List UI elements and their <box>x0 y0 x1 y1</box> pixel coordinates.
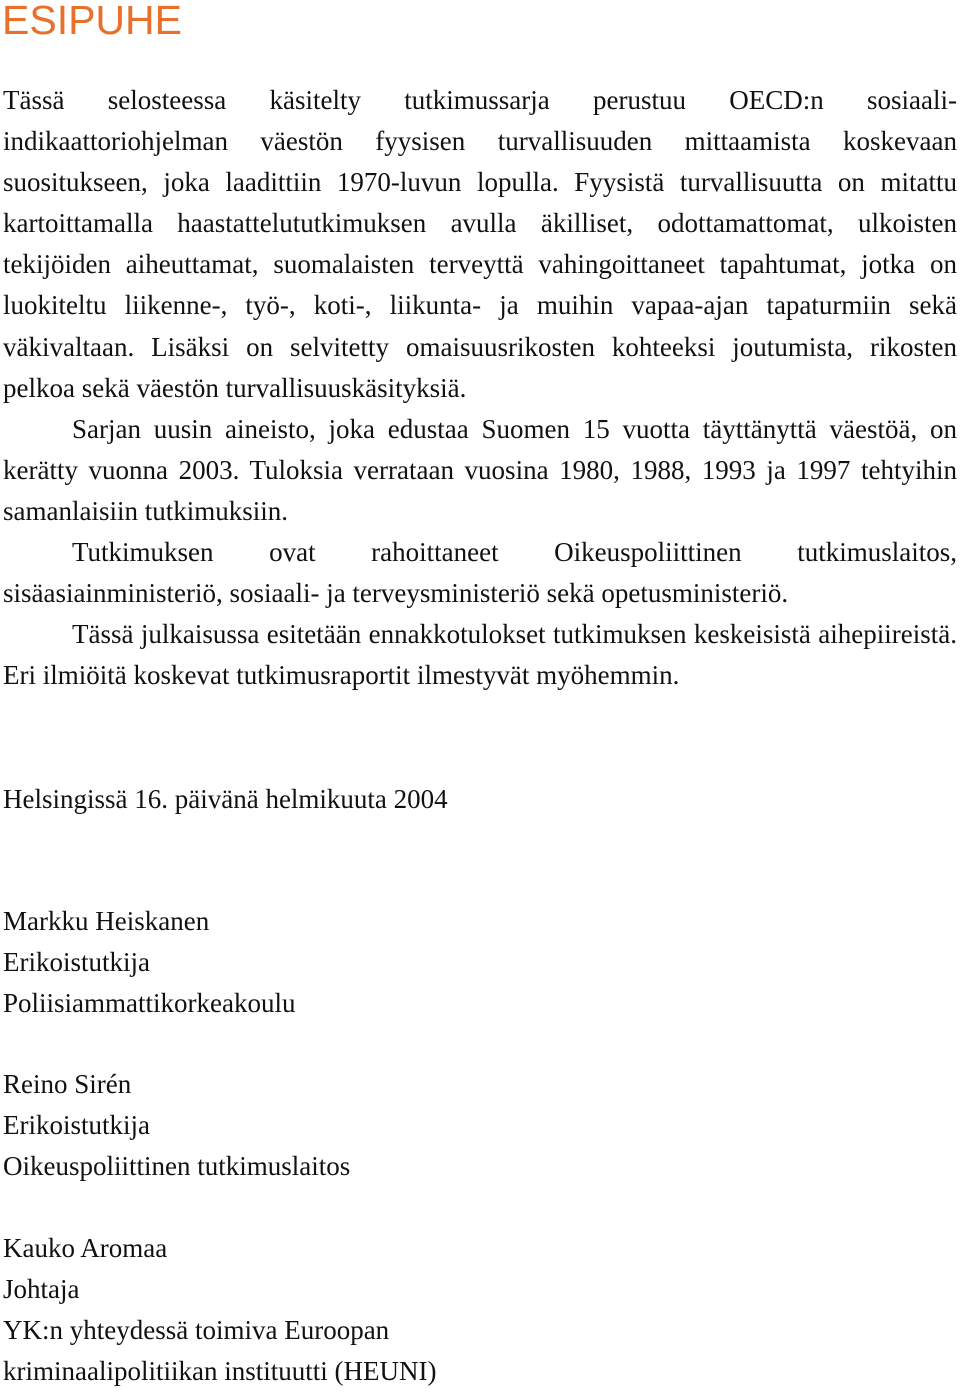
signatory-title: Johtaja <box>3 1274 80 1304</box>
paragraph: Tässä julkaisussa esitetään ennakkotulokset tutkimuksen keskeisistä aihepiireistä. Eri ilmiöitä koskevat tutkimusraportit ilmestyvät myöhemmin. <box>3 619 957 691</box>
signatory-organization: Oikeuspoliittinen tutkimuslaitos <box>3 1151 351 1181</box>
signature-block <box>3 1064 350 1187</box>
place-and-date: Helsingissä 16. päivänä helmikuuta 2004 <box>3 784 448 814</box>
paragraph: Sarjan uusin aineisto, joka edustaa Suomen 15 vuotta täyttänyttä väestöä, on kerätty vuonna 2003. Tuloksia verrataan vuosina 1980, 1988, 1993 ja 1997 tehtyihin samanlaisiin tutkimuksiin. <box>3 413 957 526</box>
signatory-name: Reino Sirén <box>3 1069 132 1099</box>
signatory-title: Erikoistutkija <box>3 1110 150 1140</box>
paragraph: Tutkimuksen ovat rahoittaneet Oikeuspoliittinen tutkimuslaitos, sisäasiainministeriö, sosiaali- ja terveysministeriö sekä opetusministeriö. <box>3 537 957 609</box>
signatory-organization: YK:n yhteydessä toimiva Euroopan <box>3 1315 390 1345</box>
signature-block <box>3 1228 436 1392</box>
signature-block <box>3 901 295 1024</box>
signatory-name: Markku Heiskanen <box>3 906 210 936</box>
signatory-name: Kauko Aromaa <box>3 1233 168 1263</box>
paragraph: Tässä selosteessa käsitelty tutkimussarja perustuu OECD:n sosiaali-indikaattoriohjelman väestön fyysisen turvallisuuden mittaamista koskevaan suositukseen, joka laadittiin 1970-luvun lopulla. Fyysistä turvallisuutta on mitattu kartoittamalla haastattelututkimuksen avulla äkilliset, odottamattomat, ulkoisten tekijöiden aiheuttamat, suomalaisten terveyttä vahingoittaneet tapahtumat, jotka on luokiteltu liikenne-, työ-, koti-, liikunta- ja muihin vapaa-ajan tapaturmiin sekä väkivaltaan. Lisäksi on selvitetty omaisuusrikosten kohteeksi joutumista, rikosten pelkoa sekä väestön turvallisuuskäsityksiä. <box>3 85 957 403</box>
preface-body <box>3 80 957 696</box>
signatory-organization: kriminaalipolitiikan instituutti (HEUNI) <box>3 1356 437 1386</box>
signatory-organization: Poliisiammattikorkeakoulu <box>3 988 296 1018</box>
signatory-title: Erikoistutkija <box>3 947 150 977</box>
page-heading: ESIPUHE <box>2 0 182 43</box>
